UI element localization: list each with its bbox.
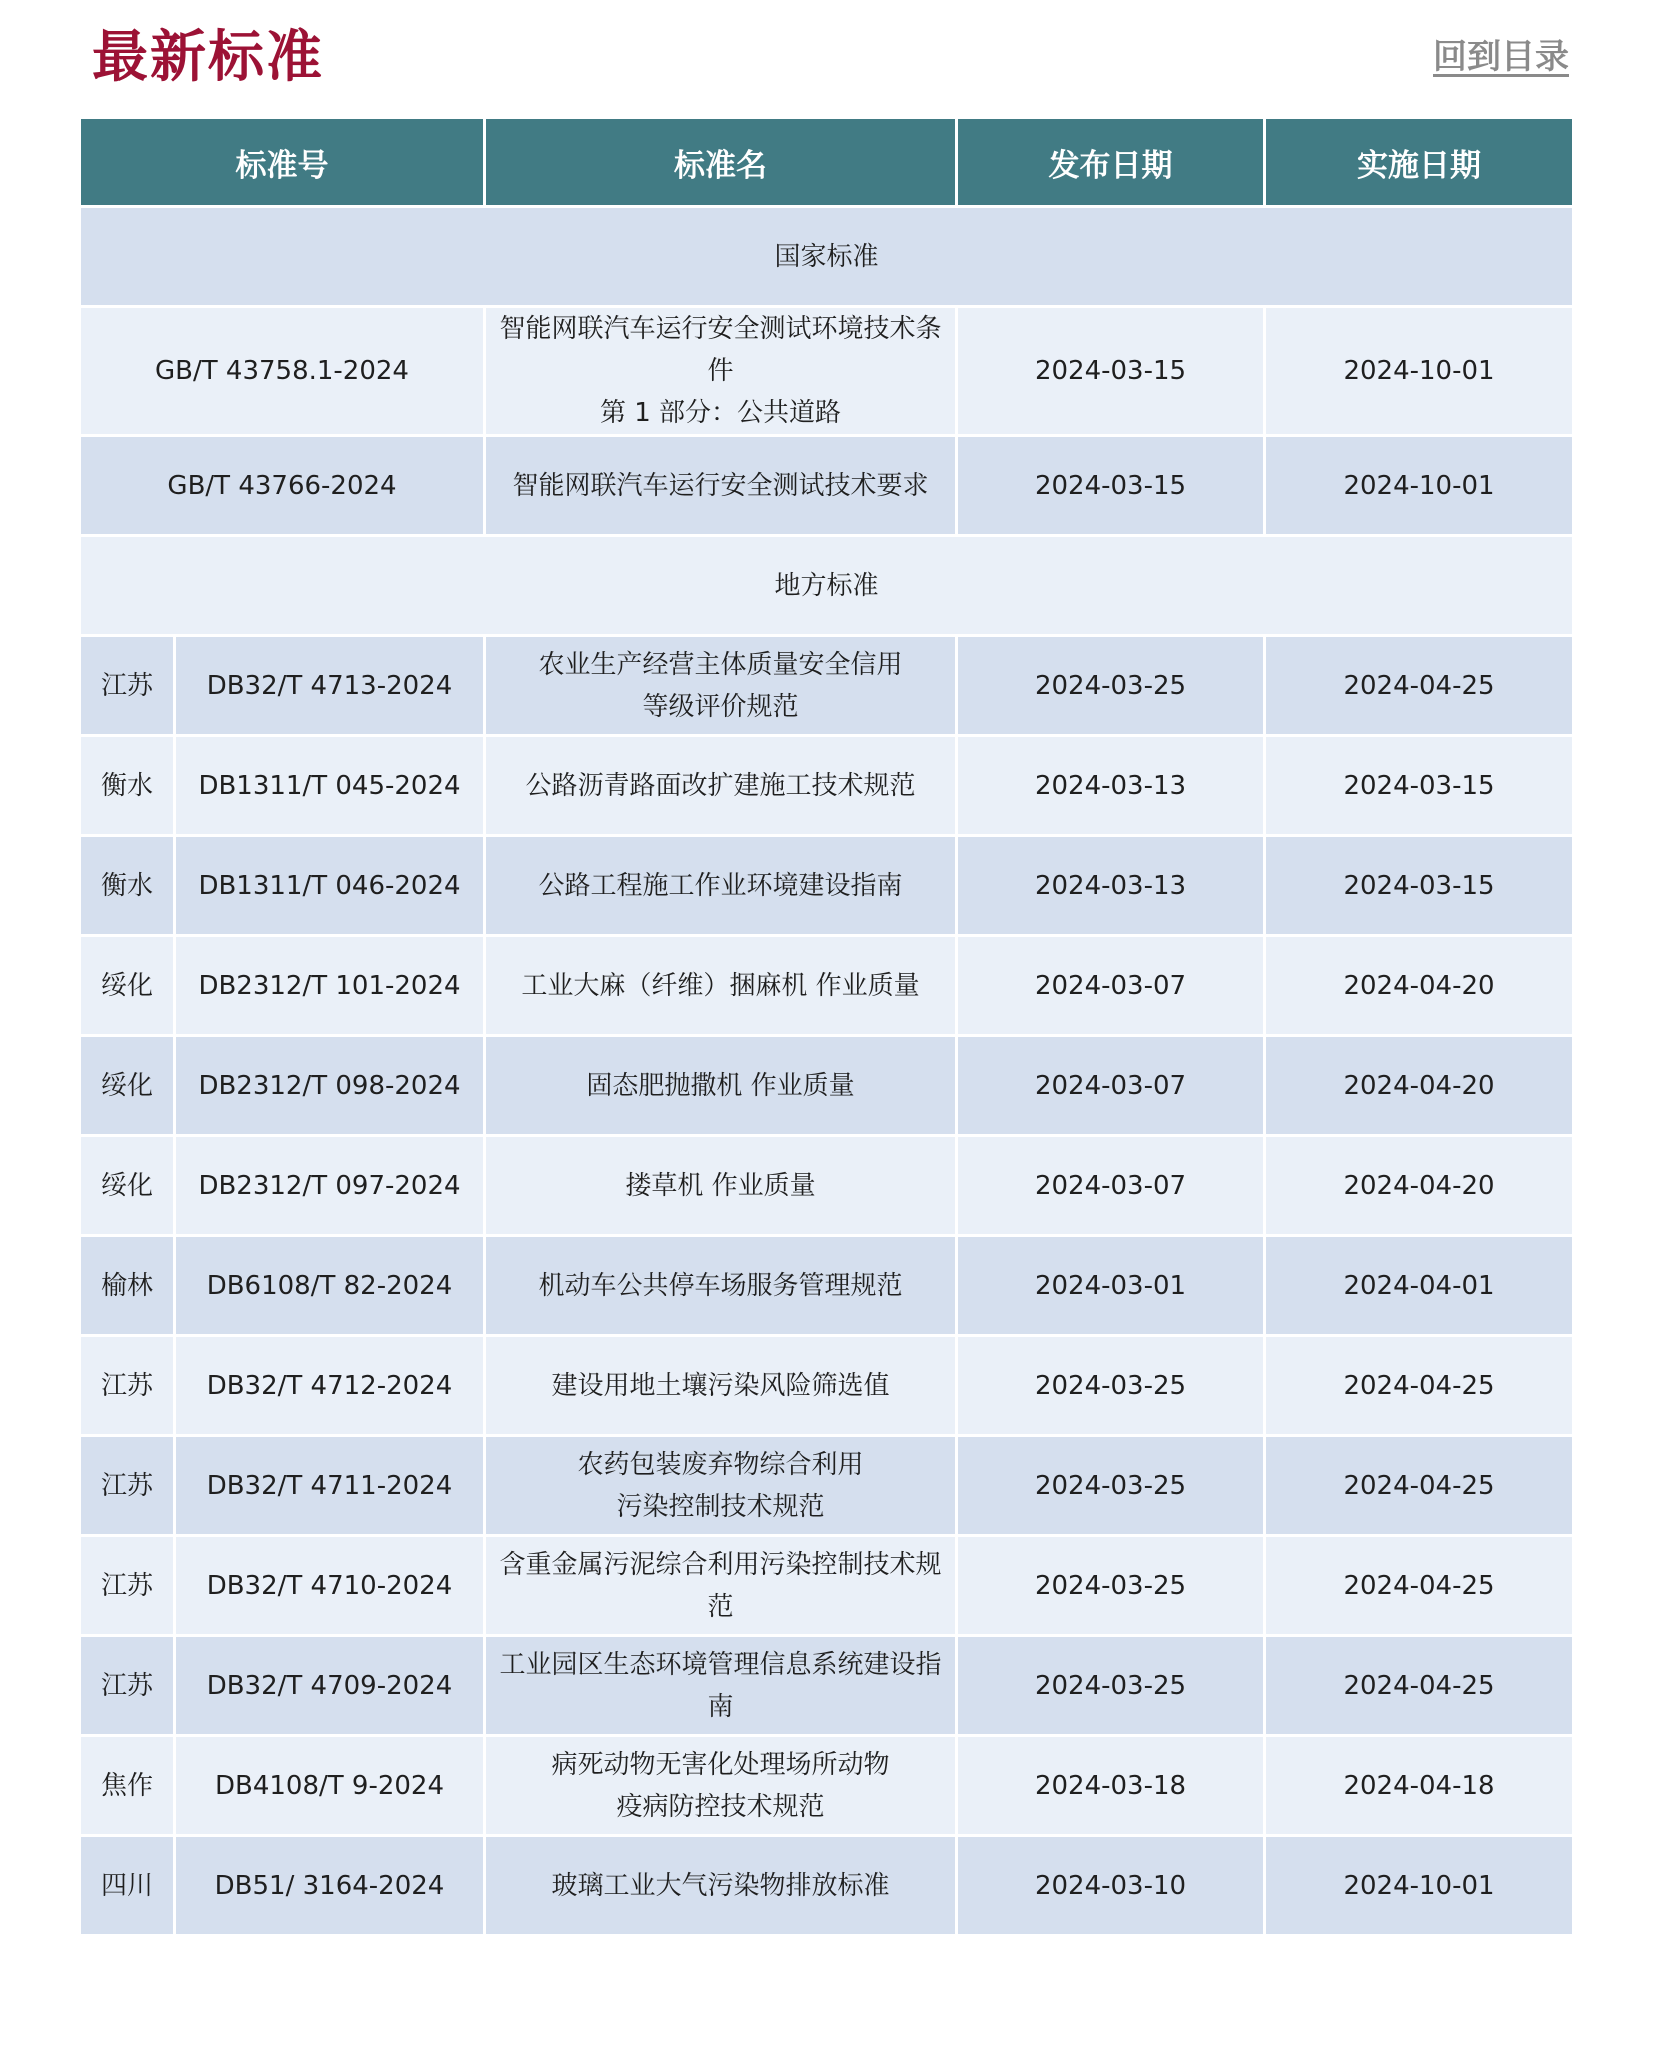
publish-date-cell: 2024-03-15 bbox=[957, 307, 1265, 436]
standard-name-cell bbox=[485, 1236, 957, 1336]
region-cell: 四川 bbox=[80, 1836, 175, 1936]
section-row-local bbox=[80, 536, 1574, 636]
region-cell: 衡水 bbox=[80, 736, 175, 836]
effective-date-cell: 2024-10-01 bbox=[1265, 307, 1574, 436]
standard-code-cell: DB4108/T 9-2024 bbox=[175, 1736, 485, 1836]
standard-name-line: 疫病防控技术规范 bbox=[616, 1791, 825, 1822]
region-cell: 绥化 bbox=[80, 936, 175, 1036]
effective-date-cell: 2024-04-20 bbox=[1265, 1136, 1574, 1236]
table-row bbox=[80, 1036, 1574, 1136]
effective-date-cell: 2024-04-25 bbox=[1265, 1636, 1574, 1736]
effective-date-cell: 2024-10-01 bbox=[1265, 1836, 1574, 1936]
header-standard-name: 标准名 bbox=[485, 118, 957, 207]
region-cell: 江苏 bbox=[80, 1336, 175, 1436]
section-row-national bbox=[80, 207, 1574, 307]
standard-name-line: 工业大麻（纤维）捆麻机 作业质量 bbox=[521, 970, 920, 1001]
table-row bbox=[80, 1136, 1574, 1236]
region-cell: 绥化 bbox=[80, 1036, 175, 1136]
standard-name-cell bbox=[485, 1436, 957, 1536]
effective-date-cell: 2024-04-01 bbox=[1265, 1236, 1574, 1336]
standard-name-cell bbox=[485, 636, 957, 736]
standard-name-cell bbox=[485, 1036, 957, 1136]
standard-name-cell bbox=[485, 736, 957, 836]
standards-table bbox=[78, 116, 1575, 1937]
effective-date-cell: 2024-04-25 bbox=[1265, 1536, 1574, 1636]
region-cell: 江苏 bbox=[80, 1536, 175, 1636]
publish-date-cell: 2024-03-07 bbox=[957, 1136, 1265, 1236]
standard-name-line: 污染控制技术规范 bbox=[616, 1491, 825, 1522]
table-row bbox=[80, 1836, 1574, 1936]
standard-code-cell: DB51/ 3164-2024 bbox=[175, 1836, 485, 1936]
effective-date-cell: 2024-10-01 bbox=[1265, 436, 1574, 536]
table-row bbox=[80, 1236, 1574, 1336]
back-to-contents-link[interactable]: 回到目录 bbox=[1433, 37, 1569, 77]
header-effective-date: 实施日期 bbox=[1265, 118, 1574, 207]
standard-name-cell bbox=[485, 1836, 957, 1936]
table-row bbox=[80, 936, 1574, 1036]
publish-date-cell: 2024-03-25 bbox=[957, 1436, 1265, 1536]
header-publish-date: 发布日期 bbox=[957, 118, 1265, 207]
standard-name-line: 等级评价规范 bbox=[642, 691, 799, 722]
publish-date-cell: 2024-03-13 bbox=[957, 736, 1265, 836]
region-cell: 江苏 bbox=[80, 1636, 175, 1736]
standard-name-line: 第 1 部分：公共道路 bbox=[599, 398, 842, 428]
publish-date-cell: 2024-03-25 bbox=[957, 1336, 1265, 1436]
standard-name-cell bbox=[485, 307, 957, 436]
standard-code-cell: GB/T 43758.1-2024 bbox=[80, 307, 485, 436]
standard-code-cell: DB32/T 4710-2024 bbox=[175, 1536, 485, 1636]
table-row bbox=[80, 1736, 1574, 1836]
table-row bbox=[80, 1636, 1574, 1736]
table-header-row bbox=[80, 118, 1574, 207]
table-row bbox=[80, 1436, 1574, 1536]
standard-name-line: 农业生产经营主体质量安全信用 bbox=[538, 649, 903, 680]
publish-date-cell: 2024-03-13 bbox=[957, 836, 1265, 936]
standard-code-cell: DB32/T 4713-2024 bbox=[175, 636, 485, 736]
standard-code-cell: DB1311/T 045-2024 bbox=[175, 736, 485, 836]
standard-name-line: 公路工程施工作业环境建设指南 bbox=[538, 870, 903, 901]
region-cell: 榆林 bbox=[80, 1236, 175, 1336]
standard-name-cell bbox=[485, 1336, 957, 1436]
effective-date-cell: 2024-03-15 bbox=[1265, 736, 1574, 836]
standard-code-cell: DB1311/T 046-2024 bbox=[175, 836, 485, 936]
table-row bbox=[80, 436, 1574, 536]
effective-date-cell: 2024-04-18 bbox=[1265, 1736, 1574, 1836]
header-standard-code: 标准号 bbox=[80, 118, 485, 207]
effective-date-cell: 2024-04-25 bbox=[1265, 1436, 1574, 1536]
section-label: 地方标准 bbox=[80, 536, 1574, 636]
standard-name-line: 农药包装废弃物综合利用 bbox=[577, 1449, 864, 1480]
standard-name-line: 工业园区生态环境管理信息系统建设指南 bbox=[499, 1649, 942, 1722]
standard-name-line: 智能网联汽车运行安全测试环境技术条件 bbox=[499, 314, 942, 386]
region-cell: 江苏 bbox=[80, 636, 175, 736]
standard-name-cell bbox=[485, 836, 957, 936]
table-row bbox=[80, 636, 1574, 736]
standard-name-cell bbox=[485, 1636, 957, 1736]
publish-date-cell: 2024-03-07 bbox=[957, 936, 1265, 1036]
standard-name-line: 建设用地土壤污染风险筛选值 bbox=[551, 1370, 890, 1401]
effective-date-cell: 2024-03-15 bbox=[1265, 836, 1574, 936]
table-row bbox=[80, 836, 1574, 936]
publish-date-cell: 2024-03-18 bbox=[957, 1736, 1265, 1836]
table-row bbox=[80, 736, 1574, 836]
publish-date-cell: 2024-03-07 bbox=[957, 1036, 1265, 1136]
region-cell: 绥化 bbox=[80, 1136, 175, 1236]
standard-code-cell: DB32/T 4709-2024 bbox=[175, 1636, 485, 1736]
standard-name-cell bbox=[485, 1536, 957, 1636]
publish-date-cell: 2024-03-10 bbox=[957, 1836, 1265, 1936]
effective-date-cell: 2024-04-20 bbox=[1265, 936, 1574, 1036]
region-cell: 衡水 bbox=[80, 836, 175, 936]
table-body bbox=[80, 207, 1574, 1936]
standard-name-line: 病死动物无害化处理场所动物 bbox=[551, 1749, 890, 1780]
standard-name-cell bbox=[485, 436, 957, 536]
table-row bbox=[80, 307, 1574, 436]
publish-date-cell: 2024-03-01 bbox=[957, 1236, 1265, 1336]
publish-date-cell: 2024-03-25 bbox=[957, 1636, 1265, 1736]
standard-code-cell: DB6108/T 82-2024 bbox=[175, 1236, 485, 1336]
standard-code-cell: DB2312/T 097-2024 bbox=[175, 1136, 485, 1236]
effective-date-cell: 2024-04-20 bbox=[1265, 1036, 1574, 1136]
publish-date-cell: 2024-03-25 bbox=[957, 1536, 1265, 1636]
standard-name-line: 智能网联汽车运行安全测试技术要求 bbox=[512, 470, 929, 501]
standard-name-line: 搂草机 作业质量 bbox=[625, 1170, 816, 1201]
publish-date-cell: 2024-03-25 bbox=[957, 636, 1265, 736]
standard-code-cell: DB32/T 4712-2024 bbox=[175, 1336, 485, 1436]
table-row bbox=[80, 1536, 1574, 1636]
standard-name-line: 固态肥抛撒机 作业质量 bbox=[586, 1070, 855, 1101]
standard-name-line: 玻璃工业大气污染物排放标准 bbox=[551, 1870, 890, 1901]
effective-date-cell: 2024-04-25 bbox=[1265, 636, 1574, 736]
standard-name-cell bbox=[485, 936, 957, 1036]
publish-date-cell: 2024-03-15 bbox=[957, 436, 1265, 536]
standard-code-cell: GB/T 43766-2024 bbox=[80, 436, 485, 536]
standard-name-line: 公路沥青路面改扩建施工技术规范 bbox=[525, 770, 916, 801]
standard-code-cell: DB2312/T 101-2024 bbox=[175, 936, 485, 1036]
region-cell: 江苏 bbox=[80, 1436, 175, 1536]
region-cell: 焦作 bbox=[80, 1736, 175, 1836]
effective-date-cell: 2024-04-25 bbox=[1265, 1336, 1574, 1436]
standard-name-cell bbox=[485, 1736, 957, 1836]
section-label: 国家标准 bbox=[80, 207, 1574, 307]
standard-name-cell bbox=[485, 1136, 957, 1236]
standard-code-cell: DB2312/T 098-2024 bbox=[175, 1036, 485, 1136]
table-row bbox=[80, 1336, 1574, 1436]
page-title: 最新标准 bbox=[92, 25, 324, 90]
standard-name-line: 含重金属污泥综合利用污染控制技术规范 bbox=[499, 1549, 942, 1622]
standard-name-line: 机动车公共停车场服务管理规范 bbox=[538, 1270, 903, 1301]
standard-code-cell: DB32/T 4711-2024 bbox=[175, 1436, 485, 1536]
